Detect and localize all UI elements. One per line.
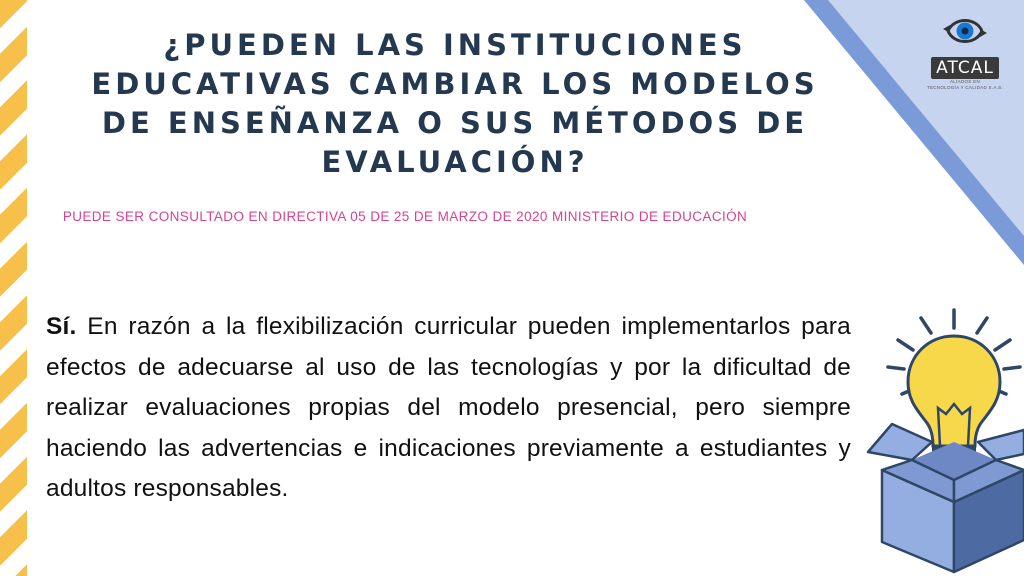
answer-lead: Sí. — [46, 313, 77, 340]
source-note: PUEDE SER CONSULTADO EN DIRECTIVA 05 DE 25 DE MARZO DE 2020 MINISTERIO DE EDUCACIÓN — [62, 209, 748, 224]
logo-tagline-1: ALIADOS EN — [949, 79, 980, 84]
lightbulb-box-illustration — [866, 302, 1024, 576]
company-logo — [922, 12, 1008, 104]
logo-tagline-2: TECNOLOGÍA Y CALIDAD S.A.S. — [926, 85, 1004, 90]
eye-logo-icon — [940, 12, 990, 50]
open-box-icon — [868, 424, 1024, 572]
answer-body: En razón a la flexibilización curricular pueden implementarlos para efectos de adecuarse al uso de las tecnologías y por la dificultad de realizar evaluaciones propias del modelo presencial, pero siempre haciendo las advertencias e indicaciones previamente a estudiantes y adultos responsables. — [46, 313, 851, 502]
decorative-stripe-bar — [0, 0, 27, 576]
logo-wordmark: ATCAL — [931, 57, 999, 79]
answer-paragraph — [46, 307, 851, 510]
page-title: ¿PUEDEN LAS INSTITUCIONES EDUCATIVAS CAMBIAR LOS MODELOS DE ENSEÑANZA O SUS MÉTODOS DE EVALUACIÓN? — [91, 28, 819, 179]
